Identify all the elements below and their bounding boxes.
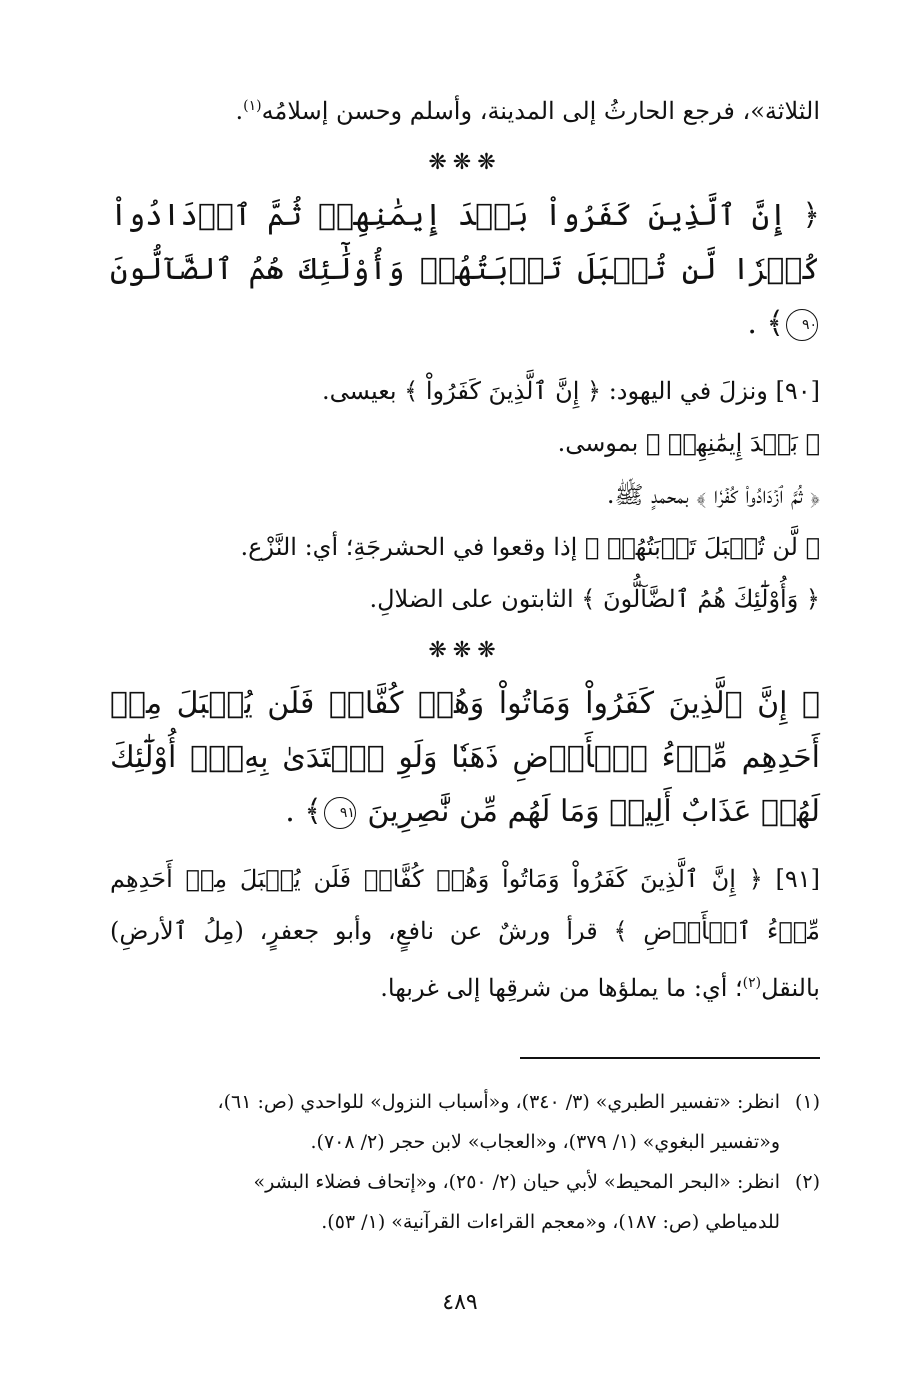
top-line-end: . — [235, 97, 244, 125]
commentary-90-line-4: ﴿ لَّن تُقۡبَلَ تَوۡبَتُهُمۡ ﴾ إذا وقعوا في الحشرجَةِ؛ أي: النَّزْع. — [240, 533, 820, 561]
verse-91-close: ﴾ . — [285, 794, 322, 829]
main-text — [110, 80, 820, 1014]
commentary-90-line-3: ﴿ ثُمَّ ٱزۡدَادُواْ كُفۡرٗا ﴾ بمحمدٍ ﷺ. — [606, 481, 820, 509]
footnote-2-line-2: للدمياطي (ص: ١٨٧)، و«معجم القراءات القرآنية» (١/ ٥٣). — [321, 1211, 780, 1233]
commentary-91-rest: ؛ أي: ما يملؤها من شرقِها إلى غربها. — [380, 974, 743, 1002]
commentary-90-line-5: ﴿ وَأُوْلَٰٓئِكَ هُمُ ٱلضَّآلُّونَ ﴾ الثابتون على الضلالِ. — [369, 585, 820, 613]
verse-90-close: ﴾ . — [747, 306, 784, 341]
section-separator-1: ❋❋❋ — [428, 150, 502, 175]
verse-number-91: ٩١ — [324, 797, 356, 829]
verse-91 — [110, 677, 820, 839]
footnote-divider — [520, 1057, 820, 1059]
commentary-91-text: [٩١] ﴿ إِنَّ ٱلَّذِينَ كَفَرُواْ وَمَاتُواْ وَهُمۡ كُفَّارٞ فَلَن يُقۡبَلَ مِنۡ أَحَدِهِم مِّلۡءُ ٱلۡأَرۡضِ ﴾ قرأ ورشٌ عن نافعٍ، وأبو جعفرٍ، (مِلُ ٱلأرضِ) بالنقل — [110, 865, 820, 1002]
verse-90-text: ﴿ إِنَّ ٱلَّذِينَ كَفَرُواْ بَعۡدَ إِيمَٰنِهِمۡ ثُمَّ ٱزۡدَادُواْ كُفۡرٗا لَّن تُقۡبَلَ تَوۡبَتُهُمۡ وَأُوْلَٰٓئِكَ هُمُ ٱلضَّآلُّونَ — [110, 198, 820, 287]
footnotes — [110, 1082, 820, 1242]
verse-number-90: ٩٠ — [786, 309, 818, 341]
footnote-2 — [110, 1162, 820, 1242]
top-line — [110, 80, 820, 137]
top-line-text: الثلاثة»، فرجع الحارثُ إلى المدينة، وأسلم وحسن إسلامُه — [261, 97, 820, 125]
footnote-2-number: (٢) — [794, 1171, 820, 1193]
commentary-91 — [110, 853, 820, 1014]
verse-90 — [110, 189, 820, 351]
footnote-ref-2: (٢) — [742, 975, 762, 991]
section-separator-2: ❋❋❋ — [428, 638, 502, 663]
footnote-1-line-2: و«تفسير البغوي» (١/ ٣٧٩)، و«العجاب» لابن حجر (٢/ ٧٠٨). — [310, 1131, 780, 1153]
footnote-2-line-1: انظر: «البحر المحيط» لأبي حيان (٢/ ٢٥٠)، و«إتحاف فضلاء البشر» — [253, 1171, 780, 1193]
page-number: ٤٨٩ — [442, 1290, 478, 1315]
footnote-1-line-1: انظر: «تفسير الطبري» (٣/ ٣٤٠)، و«أسباب النزول» للواحدي (ص: ٦١)، — [217, 1091, 780, 1113]
footnote-1-number: (١) — [794, 1091, 820, 1113]
commentary-90-line-2: ﴿ بَعۡدَ إِيمَٰنِهِمۡ ﴾ بموسى. — [557, 429, 820, 457]
commentary-90-line-1: [٩٠] ونزلَ في اليهود: ﴿ إِنَّ ٱلَّذِينَ كَفَرُواْ ﴾ بعيسى. — [321, 377, 820, 405]
footnote-ref-1: (١) — [243, 98, 262, 114]
footnote-1 — [110, 1082, 820, 1162]
verse-91-text: ﴿ إِنَّ ٱلَّذِينَ كَفَرُواْ وَمَاتُواْ وَهُمۡ كُفَّارٞ فَلَن يُقۡبَلَ مِنۡ أَحَدِهِم مِّلۡءُ ٱلۡأَرۡضِ ذَهَبٗا وَلَوِ ٱفۡتَدَىٰ بِهِۦٓۗ أُوْلَٰٓئِكَ لَهُمۡ عَذَابٌ أَلِيمٞ وَمَا لَهُم مِّن نَّٰصِرِينَ — [110, 686, 820, 829]
